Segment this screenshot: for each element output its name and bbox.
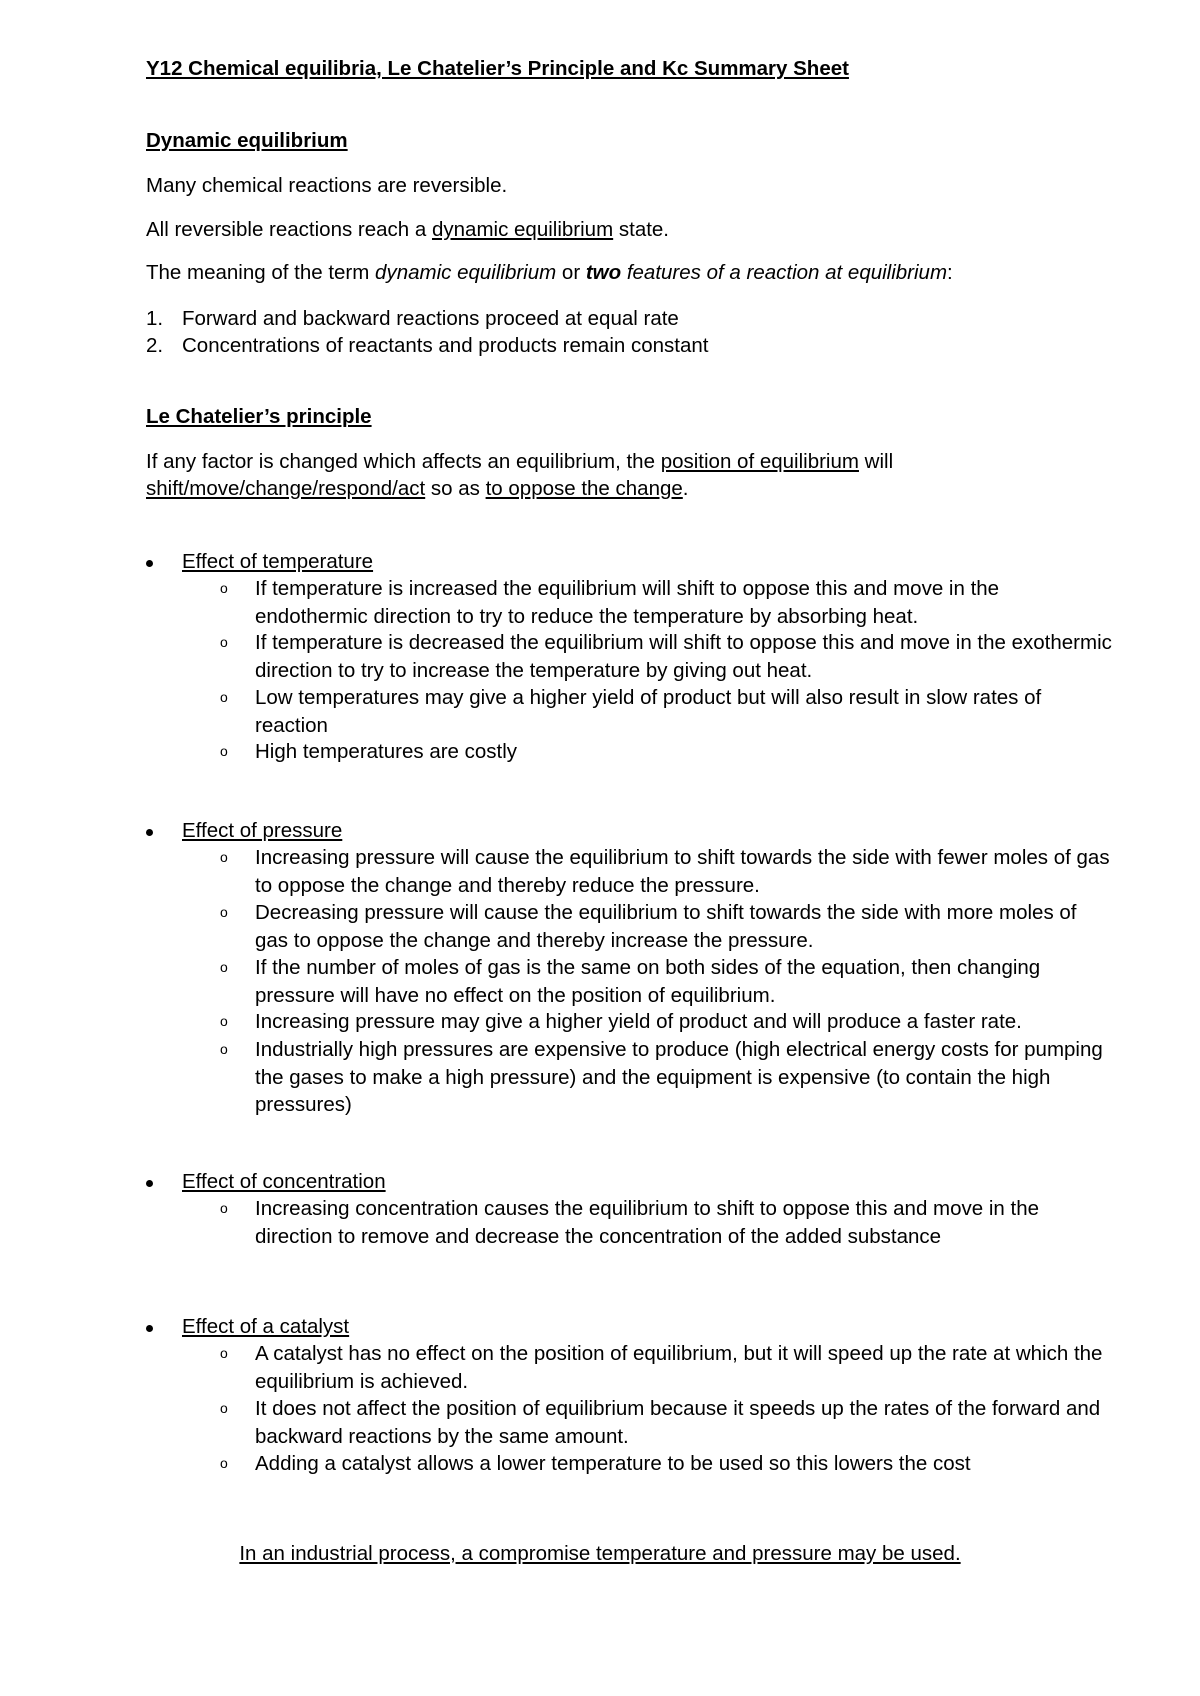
dynamic-line-2-a: All reversible reactions reach a	[146, 218, 432, 241]
circle-bullet-icon: o	[220, 1200, 228, 1216]
dynamic-line-2	[146, 216, 669, 243]
circle-bullet-icon: o	[220, 689, 228, 705]
feature-text: Forward and backward reactions proceed at equal rate	[182, 307, 679, 330]
list-item-text: If temperature is increased the equilibrium will shift to oppose this and move in the endothermic direction to try to reduce the temperature by absorbing heat.	[255, 577, 1000, 628]
dynamic-equilibrium-heading: Dynamic equilibrium	[146, 129, 348, 152]
page-title: Y12 Chemical equilibria, Le Chatelier’s Principle and Kc Summary Sheet	[146, 57, 849, 80]
pressure-heading: Effect of pressure	[182, 819, 343, 842]
feature-text: Concentrations of reactants and products remain constant	[182, 334, 709, 357]
dynamic-line-2-u: dynamic equilibrium	[432, 218, 614, 241]
feature-number: 2.	[146, 334, 164, 357]
list-item-text: Increasing concentration causes the equilibrium to shift to oppose this and move in the direction to remove and decrease the concentration of the added substance	[255, 1197, 1040, 1248]
list-item-text: High temperatures are costly	[255, 740, 518, 763]
list-item-text: Increasing pressure will cause the equilibrium to shift towards the side with fewer moles of gas to oppose the change and thereby reduce the pressure.	[255, 846, 1110, 897]
bullet-icon	[146, 551, 156, 561]
le-chatelier-line-2-a: so as	[425, 477, 486, 500]
dynamic-line-3-c: :	[947, 261, 953, 284]
le-chatelier-line-1-b: will	[858, 450, 894, 473]
list-item-text: It does not affect the position of equilibrium because it speeds up the rates of the forward and backward reactions by the same amount.	[255, 1397, 1101, 1448]
list-item-text: Low temperatures may give a higher yield of product but will also result in slow rates of reaction	[255, 686, 1042, 737]
circle-bullet-icon: o	[220, 743, 228, 759]
dynamic-line-3	[146, 259, 953, 286]
circle-bullet-icon: o	[220, 1041, 228, 1057]
feature-number: 1.	[146, 307, 164, 330]
circle-bullet-icon: o	[220, 849, 228, 865]
dynamic-line-3-i1: dynamic equilibrium	[375, 261, 557, 284]
list-item-text: Adding a catalyst allows a lower temperature to be used so this lowers the cost	[255, 1452, 971, 1475]
le-chatelier-line-1	[146, 448, 893, 475]
circle-bullet-icon: o	[220, 1013, 228, 1029]
le-chatelier-line-1-a: If any factor is changed which affects an equilibrium, the	[146, 450, 661, 473]
le-chatelier-heading: Le Chatelier’s principle	[146, 405, 372, 428]
dynamic-line-3-bi: two	[585, 261, 622, 284]
dynamic-line-3-a: The meaning of the term	[146, 261, 376, 284]
list-item-text: Increasing pressure may give a higher yield of product and will produce a faster rate.	[255, 1010, 1022, 1033]
bullet-icon	[146, 1316, 156, 1326]
bullet-icon	[146, 820, 156, 830]
circle-bullet-icon: o	[220, 1345, 228, 1361]
circle-bullet-icon: o	[220, 1400, 228, 1416]
le-chatelier-line-2-u2: to oppose the change	[485, 477, 683, 500]
list-item-text: Decreasing pressure will cause the equilibrium to shift towards the side with more moles of gas to oppose the change and thereby increase the pressure.	[255, 901, 1077, 952]
list-item-text: If the number of moles of gas is the same on both sides of the equation, then changing pressure will have no effect on the position of equilibrium.	[255, 956, 1041, 1007]
circle-bullet-icon: o	[220, 904, 228, 920]
list-item-text: A catalyst has no effect on the position of equilibrium, but it will speed up the rate at which the equilibrium is achieved.	[255, 1342, 1103, 1393]
circle-bullet-icon: o	[220, 580, 228, 596]
list-item-text: If temperature is decreased the equilibrium will shift to oppose this and move in the exothermic direction to try to increase the temperature by giving out heat.	[255, 631, 1112, 682]
catalyst-heading: Effect of a catalyst	[182, 1315, 350, 1338]
dynamic-line-1: Many chemical reactions are reversible.	[146, 174, 508, 197]
le-chatelier-line-1-u: position of equilibrium	[660, 450, 859, 473]
circle-bullet-icon: o	[220, 1455, 228, 1471]
bullet-icon	[146, 1171, 156, 1181]
temperature-heading: Effect of temperature	[182, 550, 374, 573]
list-item-text: Industrially high pressures are expensive to produce (high electrical energy costs for pumping the gases to make a high pressure) and the equipment is expensive (to contain the high pressures)	[255, 1038, 1103, 1116]
circle-bullet-icon: o	[220, 959, 228, 975]
dynamic-line-3-i2: features of a reaction at equilibrium	[621, 261, 948, 284]
dynamic-line-3-b: or	[556, 261, 586, 284]
circle-bullet-icon: o	[220, 634, 228, 650]
le-chatelier-line-2-u1: shift/move/change/respond/act	[146, 477, 426, 500]
compromise-statement: In an industrial process, a compromise temperature and pressure may be used.	[239, 1542, 961, 1565]
concentration-heading: Effect of concentration	[182, 1170, 386, 1193]
dynamic-line-2-b: state.	[613, 218, 670, 241]
le-chatelier-line-2-b: .	[682, 477, 689, 500]
le-chatelier-line-2	[146, 475, 689, 502]
